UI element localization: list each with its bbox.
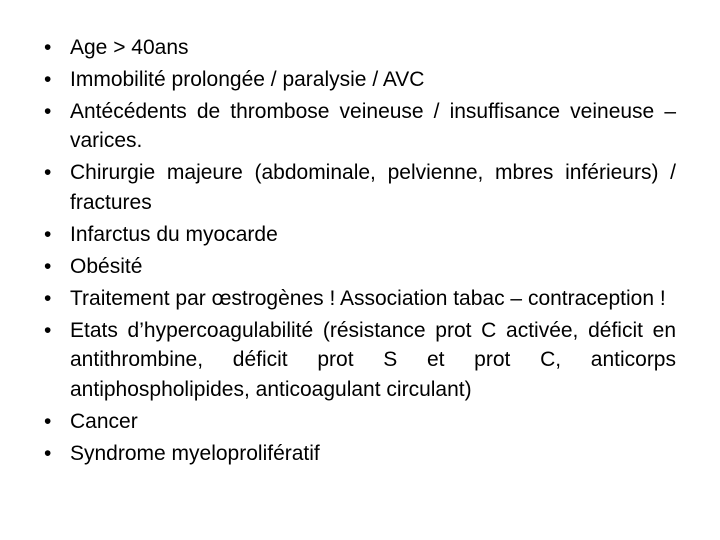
- list-item-text: Antécédents de thrombose veineuse / insuffisance veineuse – varices.: [70, 100, 676, 153]
- bullet-icon: •: [44, 286, 52, 310]
- list-item-text: Etats d’hypercoagulabilité (résistance prot C activée, déficit en antithrombine, déficit prot S et prot C, anticorps antiphospholipides, anticoagulant circulant): [70, 318, 676, 401]
- list-item-text: Cancer: [70, 409, 138, 433]
- list-item: [44, 97, 676, 156]
- list-item: [44, 284, 676, 313]
- list-item: [44, 65, 676, 94]
- bullet-icon: •: [44, 409, 52, 433]
- list-item-text: Syndrome myeloprolifératif: [70, 441, 320, 465]
- bullet-icon: •: [44, 100, 52, 123]
- list-item-text: Traitement par œstrogènes ! Association tabac – contraception !: [70, 286, 666, 310]
- list-item-text: Obésité: [70, 254, 143, 278]
- list-item: [44, 252, 676, 281]
- bullet-icon: •: [44, 161, 52, 185]
- list-item-text: Age > 40ans: [70, 36, 189, 59]
- bullet-icon: •: [44, 222, 52, 246]
- bullet-icon: •: [44, 36, 52, 59]
- bullet-icon: •: [44, 68, 52, 91]
- bullet-icon: •: [44, 441, 52, 465]
- list-item: [44, 158, 676, 217]
- bullet-icon: •: [44, 254, 52, 278]
- list-item-text: Infarctus du myocarde: [70, 222, 278, 246]
- list-item: [44, 439, 676, 468]
- list-item-text: Immobilité prolongée / paralysie / AVC: [70, 68, 425, 91]
- list-item: [44, 220, 676, 249]
- bullet-icon: •: [44, 318, 52, 342]
- list-item: [44, 33, 676, 62]
- list-item-text: Chirurgie majeure (abdominale, pelvienne, mbres inférieurs) / fractures: [70, 161, 676, 214]
- list-item: [44, 316, 676, 404]
- risk-factor-list: [44, 33, 676, 468]
- list-item: [44, 407, 676, 436]
